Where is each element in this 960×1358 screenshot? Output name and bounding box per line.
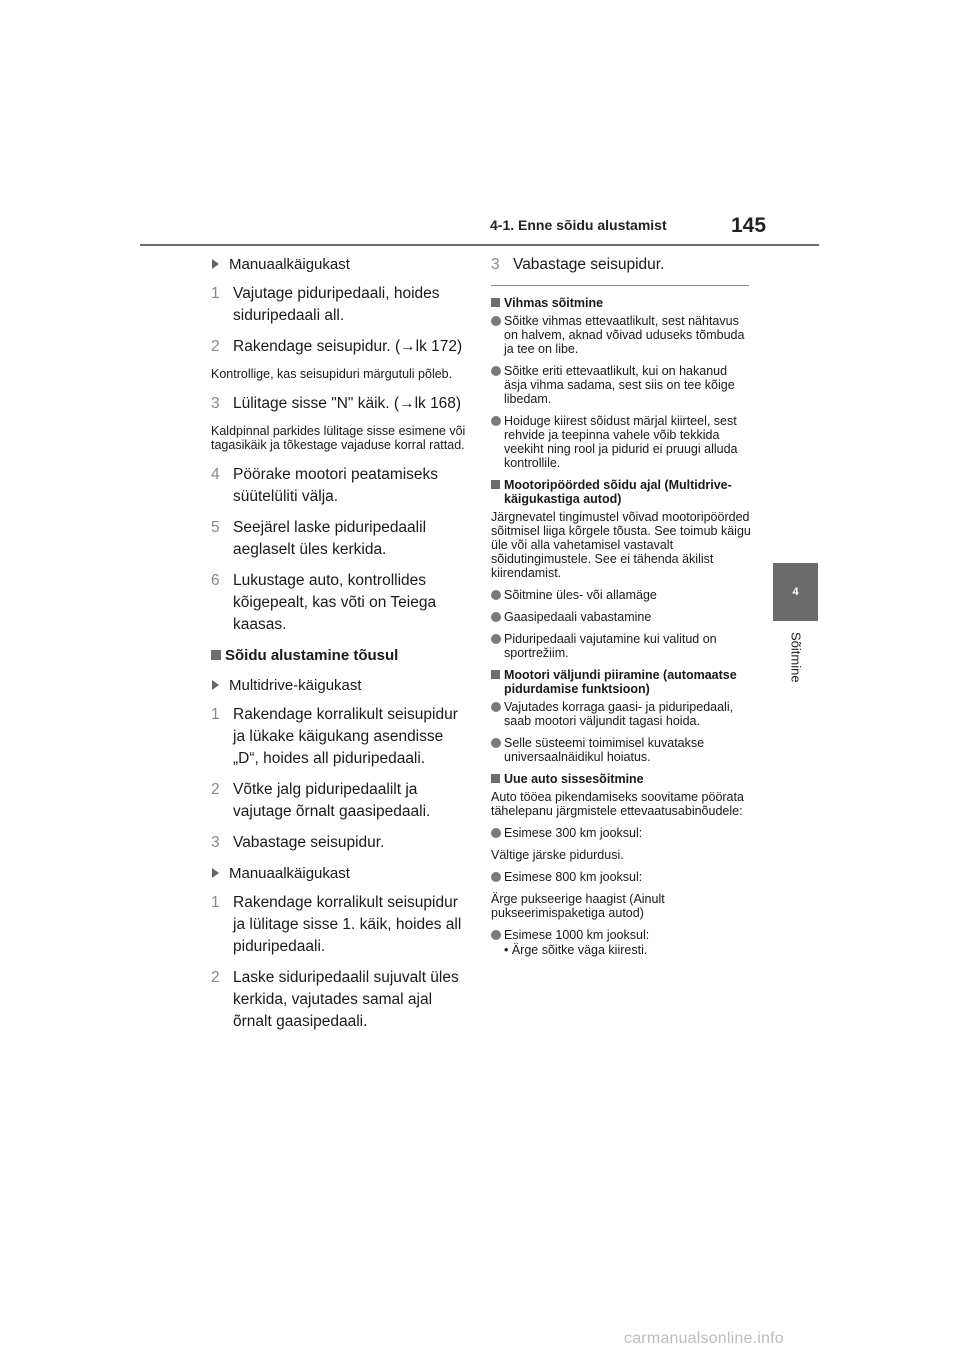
step (211, 570, 473, 636)
square-bullet-icon (491, 774, 500, 783)
footer-watermark[interactable]: carmanualsonline.info (624, 1330, 784, 1347)
step-text: Rakendage korralikult seisupidur ja lükake käigukang asendisse „D“, hoides all piduripedaali. (233, 706, 458, 767)
chapter-label: Sõitmine (788, 632, 804, 683)
step-number: 1 (211, 894, 220, 911)
list-item: Esimese 800 km jooksul: (491, 870, 753, 884)
list-item: Esimese 300 km jooksul: (491, 826, 753, 840)
circle-bullet-icon (491, 634, 501, 644)
list-item: Sõitke eriti ettevaatlikult, kui on hakanud äsja vihma sadama, sest siis on tee kõige libedam. (491, 364, 753, 406)
step (211, 517, 473, 561)
step (211, 779, 473, 823)
list-item: Vajutades korraga gaasi- ja piduripedaali, saab mootori väljundit tagasi hoida. (491, 700, 753, 728)
square-bullet-icon (491, 480, 500, 489)
paragraph: Ärge pukseerige haagist (Ainult pukseerimispaketiga autod) (491, 892, 665, 920)
list-item: Sõitke vihmas ettevaatlikult, sest nähtavus on halvem, aknad võivad uduseks tõmbuda ja tee on libe. (491, 314, 753, 356)
heading-break-in: Uue auto sissesõitmine (491, 772, 753, 786)
step-number: 6 (211, 572, 220, 589)
step (211, 336, 473, 358)
section-divider (491, 285, 749, 286)
subheading-manual-gearbox: Manuaalkäigukast (211, 254, 473, 275)
note: Kaldpinnal parkides lülitage sisse esimene või tagasikäik ja tõkestage vajaduse korral rattad. (211, 424, 466, 452)
page-number: 145 (731, 214, 767, 237)
square-bullet-icon (491, 298, 500, 307)
circle-bullet-icon (491, 612, 501, 622)
paragraph: Vältige järske pidurdusi. (491, 848, 624, 862)
paragraph: Auto tööea pikendamiseks soovitame pöörata tähelepanu järgmistele ettevaatusabinõudele: (491, 790, 744, 818)
list-item: Esimese 1000 km jooksul: • Ärge sõitke väga kiiresti. (491, 928, 753, 957)
step-text: Laske siduripedaalil sujuvalt üles kerkida, vajutades samal ajal õrnalt gaasipedaali. (233, 969, 459, 1030)
triangle-bullet-icon (212, 680, 219, 690)
header-rule (140, 244, 819, 246)
circle-bullet-icon (491, 590, 501, 600)
step-number: 5 (211, 519, 220, 536)
step-number: 4 (211, 466, 220, 483)
subheading-manual-gearbox: Manuaalkäigukast (211, 863, 473, 884)
circle-bullet-icon (491, 316, 501, 326)
right-column (491, 254, 753, 965)
step (211, 464, 473, 508)
step (211, 283, 473, 327)
step-number: 3 (211, 834, 220, 851)
step-text: Seejärel laske piduripedaalil aeglaselt üles kerkida. (233, 519, 427, 558)
step (211, 967, 473, 1033)
step-text: Rakendage seisupidur. (→lk 172) (233, 338, 463, 355)
step-text: Lülitage sisse "N" käik. (→lk 168) (233, 395, 462, 412)
step (211, 704, 473, 770)
sub-list-item: • Ärge sõitke väga kiiresti. (504, 943, 648, 957)
step-text: Vajutage piduripedaali, hoides siduripedaali all. (233, 285, 440, 324)
step (211, 892, 473, 958)
chapter-tab[interactable] (773, 563, 818, 621)
list-item: Gaasipedaali vabastamine (491, 610, 753, 624)
sub-list (504, 943, 753, 957)
square-bullet-icon (491, 670, 500, 679)
step-text: Võtke jalg piduripedaalilt ja vajutage õrnalt gaasipedaali. (233, 781, 431, 820)
step-text: Vabastage seisupidur. (513, 256, 665, 273)
step (211, 832, 473, 854)
circle-bullet-icon (491, 738, 501, 748)
circle-bullet-icon (491, 828, 501, 838)
triangle-bullet-icon (212, 259, 219, 269)
section-heading-hill-start: Sõidu alustamine tõusul (211, 645, 473, 666)
step-number: 2 (211, 781, 220, 798)
circle-bullet-icon (491, 872, 501, 882)
list-item: Sõitmine üles- või allamäge (491, 588, 753, 602)
step-number: 2 (211, 338, 220, 355)
circle-bullet-icon (491, 416, 501, 426)
list-item: Piduripedaali vajutamine kui valitud on sportrežiim. (491, 632, 753, 660)
subheading-multidrive: Multidrive-käigukast (211, 675, 473, 696)
list-item: Selle süsteemi toimimisel kuvatakse universaalnäidikul hoiatus. (491, 736, 753, 764)
heading-rain-driving: Vihmas sõitmine (491, 296, 753, 310)
header-section-title: 4-1. Enne sõidu alustamist (490, 217, 667, 233)
step-text: Rakendage korralikult seisupidur ja lülitage sisse 1. käik, hoides all piduripedaali. (233, 894, 462, 955)
step-number: 3 (491, 256, 500, 273)
square-bullet-icon (211, 650, 221, 660)
left-column (211, 254, 473, 1042)
step-text: Pöörake mootori peatamiseks süütelüliti välja. (233, 466, 439, 505)
paragraph: Järgnevatel tingimustel võivad mootoripöörded sõitmisel liiga kõrgele tõusta. See toimub käigu üle või alla vahetamisel vastavalt sõidutingimustele. See ei tähenda äkilist kiirendamist. (491, 510, 751, 580)
step-number: 1 (211, 285, 220, 302)
note: Kontrollige, kas seisupiduri märgutuli põleb. (211, 367, 453, 381)
step (211, 393, 473, 415)
step-number: 1 (211, 706, 220, 723)
step-number: 2 (211, 969, 220, 986)
chapter-number: 4 (792, 586, 799, 598)
circle-bullet-icon (491, 930, 501, 940)
step-text: Lukustage auto, kontrollides kõigepealt, kas võti on Teiega kaasas. (233, 572, 437, 633)
circle-bullet-icon (491, 366, 501, 376)
triangle-bullet-icon (212, 868, 219, 878)
heading-engine-output: Mootori väljundi piiramine (automaatse pidurdamise funktsioon) (491, 668, 753, 696)
step-text: Vabastage seisupidur. (233, 834, 385, 851)
heading-engine-rpm: Mootoripöörded sõidu ajal (Multidrive-käigukastiga autod) (491, 478, 753, 506)
step-number: 3 (211, 395, 220, 412)
list-item: Hoiduge kiirest sõidust märjal kiirteel, sest rehvide ja teepinna vahele võib tekkida veekiht ning rool ja pidurid ei pruugi alluda kontrollile. (491, 414, 753, 470)
step (491, 254, 753, 276)
circle-bullet-icon (491, 702, 501, 712)
